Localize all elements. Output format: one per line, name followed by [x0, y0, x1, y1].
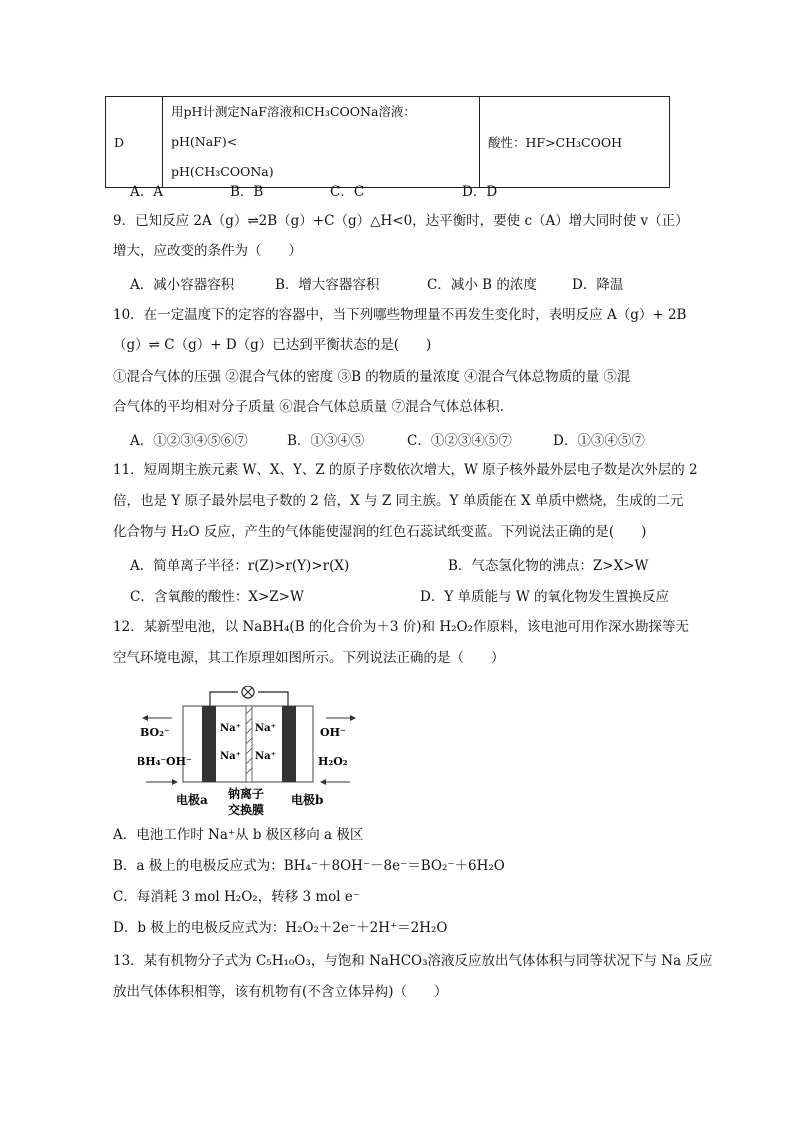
- q8-option-c: C．C: [330, 184, 365, 200]
- q10-option-c: C．①②③④⑤⑦: [407, 433, 512, 449]
- label-membrane-2: 交换膜: [228, 803, 265, 817]
- wire-right: [258, 692, 288, 706]
- q13-line-1: 13．某有机物分子式为 C₅H₁₀O₃，与饱和 NaHCO₃溶液反应放出气体体积与同等状况下与 Na 反应: [113, 953, 713, 969]
- operation-line-1: 用pH计测定NaF溶液和CH₃COONa溶液：pH(NaF)<: [171, 104, 416, 149]
- wire-left: [210, 692, 238, 706]
- q9-option-c: C．减小 B 的浓度: [427, 277, 537, 293]
- row-label: D: [106, 97, 163, 188]
- label-na-1: Na⁺: [220, 723, 241, 734]
- q11-option-c: C．含氧酸的酸性：X>Z>W: [130, 589, 304, 605]
- label-h2o2: H₂O₂: [318, 755, 348, 768]
- q12-option-a: A．电池工作时 Na⁺从 b 极区移向 a 极区: [113, 827, 364, 843]
- row-conclusion: 酸性：HF>CH₃COOH: [480, 97, 670, 188]
- q12-option-d: D．b 极上的电极反应式为：H₂O₂＋2e⁻＋2H⁺＝2H₂O: [113, 920, 448, 936]
- q12-line-1: 12．某新型电池，以 NaBH₄(B 的化合价为＋3 价)和 H₂O₂作原料，该电池可用作深水勘探等无: [113, 619, 690, 635]
- q12-line-2: 空气环境电源，其工作原理如图所示。下列说法正确的是（ ）: [113, 650, 505, 666]
- label-oh-left: OH⁻: [166, 755, 192, 768]
- q13-line-2: 放出气体体积相等，该有机物有(不含立体异构)（ ）: [113, 984, 448, 1000]
- table-row: [106, 97, 670, 188]
- label-na-4: Na⁺: [255, 751, 276, 762]
- q11-option-b: B．气态氢化物的沸点：Z>X>W: [448, 558, 649, 574]
- electrode-b: [282, 706, 296, 782]
- q10-line-3: ①混合气体的压强 ②混合气体的密度 ③B 的物质的量浓度 ④混合气体总物质的量 ⑤混: [113, 369, 631, 385]
- operation-line-2: pH(CH₃COONa): [171, 164, 274, 179]
- q9-line-1: 9．已知反应 2A（g）⇌2B（g）+C（g）△H<0，达平衡时，要使 c（A）增大同时使 v（正）: [113, 213, 689, 229]
- q11-option-a: A．简单离子半径：r(Z)>r(Y)>r(X): [130, 558, 350, 574]
- q8-option-d: D．D: [462, 184, 498, 200]
- q10-line-1: 10．在一定温度下的定容的容器中，当下列哪些物理量不再发生变化时，表明反应 A（g）+ 2B: [113, 307, 687, 323]
- label-bh4: BH₄⁻: [138, 755, 167, 768]
- q9-line-2: 增大，应改变的条件为（ ）: [113, 243, 302, 259]
- q8-option-a: A．A: [130, 184, 163, 200]
- answer-table: [105, 96, 670, 188]
- q9-option-a: A．减小容器容积: [130, 277, 235, 293]
- q9-option-d: D．降温: [572, 277, 624, 293]
- q11-option-d: D．Y 单质能与 W 的氧化物发生置换反应: [420, 589, 669, 605]
- battery-diagram-svg: [138, 686, 378, 820]
- q10-option-a: A．①②③④⑤⑥⑦: [130, 433, 248, 449]
- q9-option-b: B．增大容器容积: [275, 277, 380, 293]
- q10-line-2: （g）⇌ C（g）+ D（g）已达到平衡状态的是( ): [113, 337, 432, 353]
- q8-option-b: B．B: [230, 184, 264, 200]
- label-membrane-1: 钠离子: [228, 787, 265, 801]
- q12-option-b: B．a 极上的电极反应式为：BH₄⁻＋8OH⁻－8e⁻＝BO₂⁻＋6H₂O: [113, 858, 505, 874]
- label-na-2: Na⁺: [220, 751, 241, 762]
- q10-line-4: 合气体的平均相对分子质量 ⑥混合气体总质量 ⑦混合气体总体积.: [113, 399, 504, 415]
- battery-diagram: [138, 686, 378, 820]
- label-bo2: BO₂⁻: [140, 726, 170, 739]
- q12-option-c: C．每消耗 3 mol H₂O₂，转移 3 mol e⁻: [113, 889, 361, 905]
- label-electrode-a: 电极a: [176, 793, 208, 807]
- label-na-3: Na⁺: [255, 723, 276, 734]
- arrow-right-out: [326, 715, 356, 721]
- arrow-left-in: [146, 779, 178, 785]
- q11-line-1: 11．短周期主族元素 W、X、Y、Z 的原子序数依次增大，W 原子核外最外层电子数是次外层的 2: [113, 462, 698, 478]
- row-operation: [163, 97, 480, 188]
- label-oh-right: OH⁻: [320, 726, 346, 739]
- lamp-icon: [242, 686, 254, 698]
- arrow-right-in: [320, 779, 350, 785]
- membrane: [246, 706, 252, 782]
- q11-line-2: 倍，也是 Y 原子最外层电子数的 2 倍，X 与 Z 同主族。Y 单质能在 X 单质中燃烧，生成的二元: [113, 493, 684, 509]
- label-electrode-b: 电极b: [291, 793, 324, 807]
- q10-option-d: D．①③④⑤⑦: [553, 433, 645, 449]
- q11-line-3: 化合物与 H₂O 反应，产生的气体能使湿润的红色石蕊试纸变蓝。下列说法正确的是( ): [113, 524, 647, 540]
- q10-option-b: B．①③④⑤: [287, 433, 365, 449]
- electrode-a: [202, 706, 216, 782]
- arrow-left-out: [142, 715, 172, 721]
